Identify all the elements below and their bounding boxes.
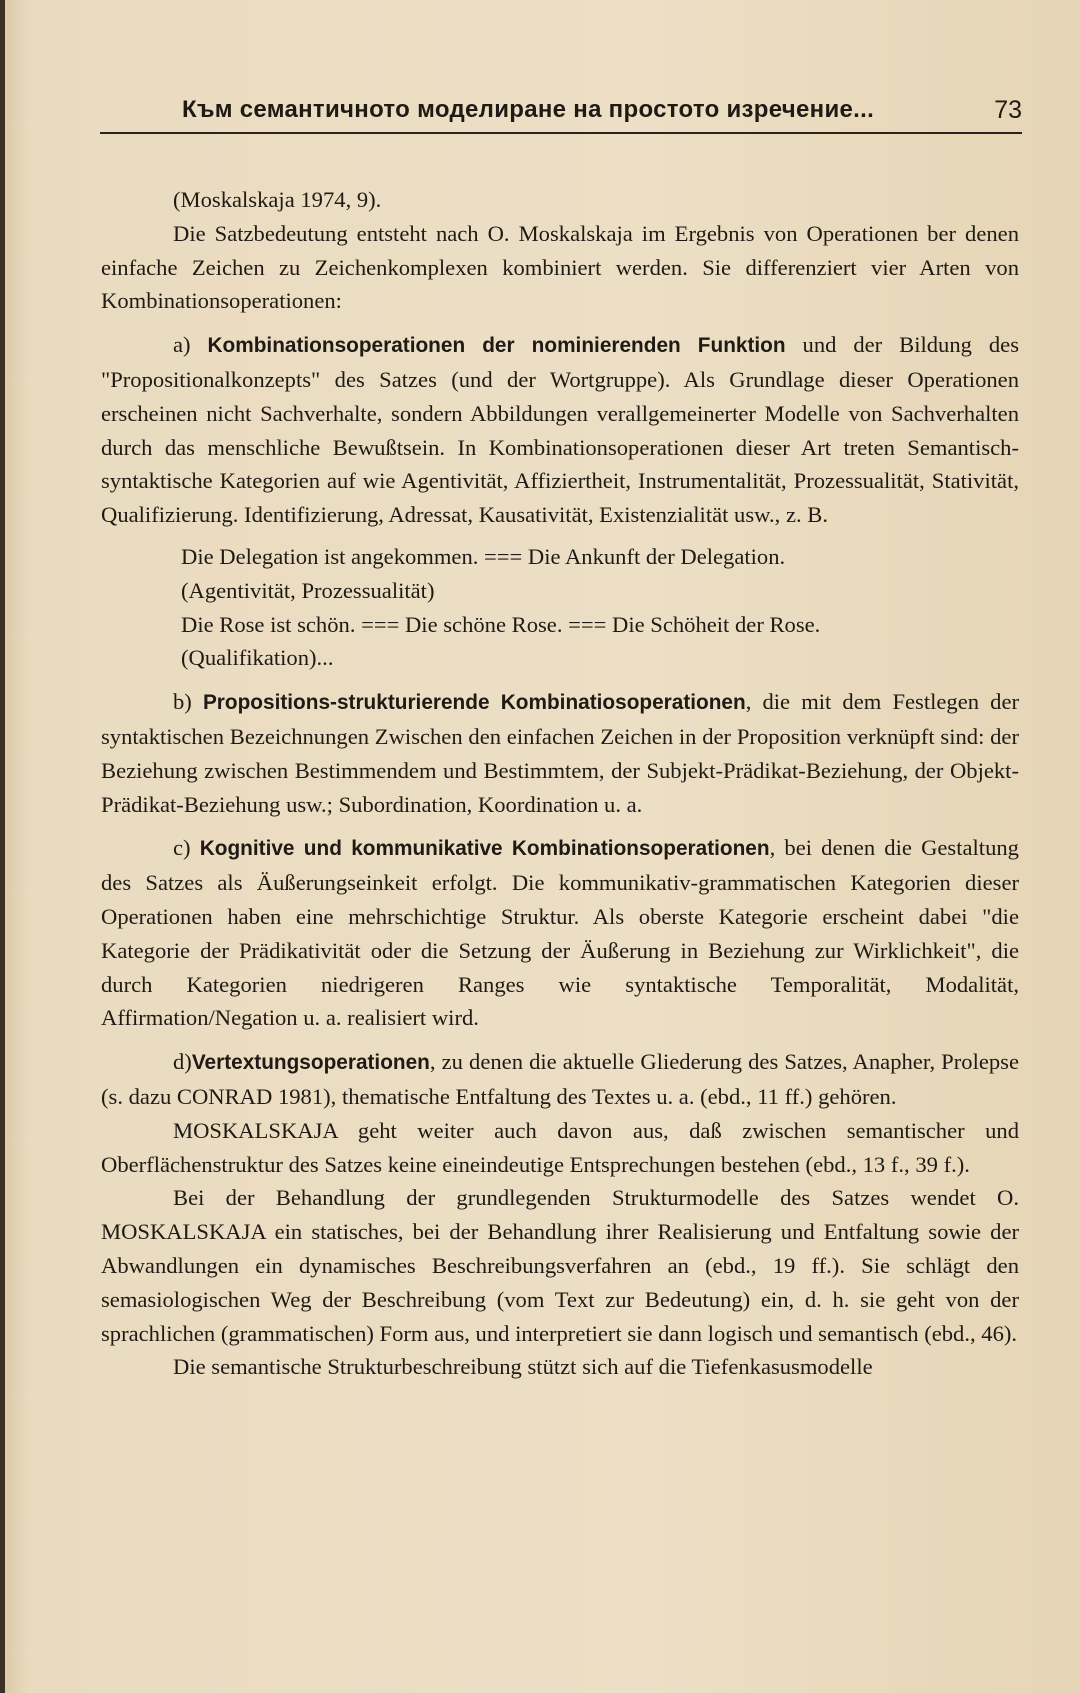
list-item-a	[101, 328, 1019, 532]
list-item-text: und der Bildung des "Propositionalkonzepts" des Satzes (und der Wortgruppe). Als Grundlage dieser Operationen erscheinen nicht Sachverhalte, sondern Abbildungen verallgemeinerter Modelle von Sachverhalten durch das menschliche Bewußtsein. In Kombinationsoperationen dieser Art treten Semantisch-syntaktische Kategorien auf wie Agentivität, Affiziertheit, Instrumentalität, Prozessualität, Stativität, Qualifizierung. Identifizierung, Adressat, Kausativität, Existenzialität usw., z. B.	[101, 332, 1020, 528]
example-line: Die Delegation ist angekommen. === Die Ankunft der Delegation.	[181, 543, 786, 569]
paragraph: Die Satzbedeutung entsteht nach O. Moskalskaja im Ergebnis von Operationen ber denen einfache Zeichen zu Zeichenkomplexen kombiniert werden. Sie differenziert vier Arten von Kombinationsoperationen:	[101, 220, 1019, 314]
paragraph: (Moskalskaja 1974, 9).	[173, 187, 382, 212]
example-line: (Agentivität, Prozessualität)	[181, 577, 435, 603]
list-marker: a)	[173, 332, 208, 358]
example-line: Die Rose ist schön. === Die schöne Rose. === Die Schöheit der Rose.	[181, 611, 821, 637]
list-item-term: Kombinationsoperationen der nominierenden Funktion	[207, 334, 786, 358]
body-text	[101, 183, 1019, 1384]
paragraph: Bei der Behandlung der grundlegenden Strukturmodelle des Satzes wendet O. MOSKALSKAJA ein statisches, bei der Behandlung ihrer Realisierung und Entfaltung sowie der Abwandlungen ein dynamisches Beschreibungsverfahren an (ebd., 19 ff.). Sie schlägt den semasiologischen Weg der Beschreibung (vom Text zur Bedeutung) ein, d. h. sie geht von der sprachlichen (grammatischen) Form aus, und interpretiert sie dann logisch und semantisch (ebd., 46).	[101, 1185, 1019, 1346]
paragraph: Die semantische Strukturbeschreibung stützt sich auf die Tiefenkasusmodelle	[173, 1354, 873, 1380]
running-header	[100, 96, 1022, 134]
list-item-term: Propositions-strukturierende Kombinatiosoperationen	[202, 691, 746, 715]
list-marker: b)	[173, 689, 203, 715]
list-item-d	[101, 1045, 1019, 1114]
book-spine-edge	[0, 0, 5, 1693]
list-item-text: , die mit dem Festlegen der syntaktischen Bezeichnungen Zwischen den einfachen Zeichen in der Proposition verknüpft sind: der Beziehung zwischen Bestimmendem und Bestimmtem, der Subjekt-Prädikat-Beziehung, der Objekt-Prädikat-Beziehung usw.; Subordination, Koordination u. a.	[101, 689, 1019, 817]
list-item-c	[101, 831, 1019, 1035]
list-marker: c)	[173, 835, 200, 861]
list-marker: d)	[173, 1049, 192, 1075]
examples-block	[101, 540, 1019, 675]
list-item-term: Kognitive und kommunikative Kombinationsoperationen	[199, 837, 770, 861]
list-item-b	[101, 685, 1019, 821]
paragraph: MOSKALSKAJA geht weiter auch davon aus, daß zwischen semantischer und Oberflächenstruktur des Satzes keine eineindeutige Entsprechungen bestehen (ebd., 13 f., 39 f.).	[101, 1117, 1019, 1177]
page-number: 73	[994, 96, 1022, 124]
example-line: (Qualifikation)...	[181, 645, 334, 671]
list-item-text: , zu denen die aktuelle Gliederung des Satzes, Anapher, Prolepse (s. dazu CONRAD 1981), thematische Entfaltung des Textes u. a. (ebd., 11 ff.) gehören.	[101, 1049, 1019, 1109]
list-item-text: , bei denen die Gestaltung des Satzes als Äußerungseinkeit erfolgt. Die kommunikativ-grammatischen Kategorien dieser Operationen haben eine mehrschichtige Struktur. Als oberste Kategorie erscheint dabei "die Kategorie der Prädikativität oder die Setzung der Äußerung in Beziehung zur Wirklichkeit", die durch Kategorien niedrigeren Ranges wie syntaktische Temporalität, Modalität, Affirmation/Negation u. a. realisiert wird.	[101, 835, 1019, 1031]
running-title: Към семантичното моделиране на простото изречение...	[182, 96, 875, 123]
list-item-term: Vertextungsoperationen	[191, 1051, 430, 1075]
